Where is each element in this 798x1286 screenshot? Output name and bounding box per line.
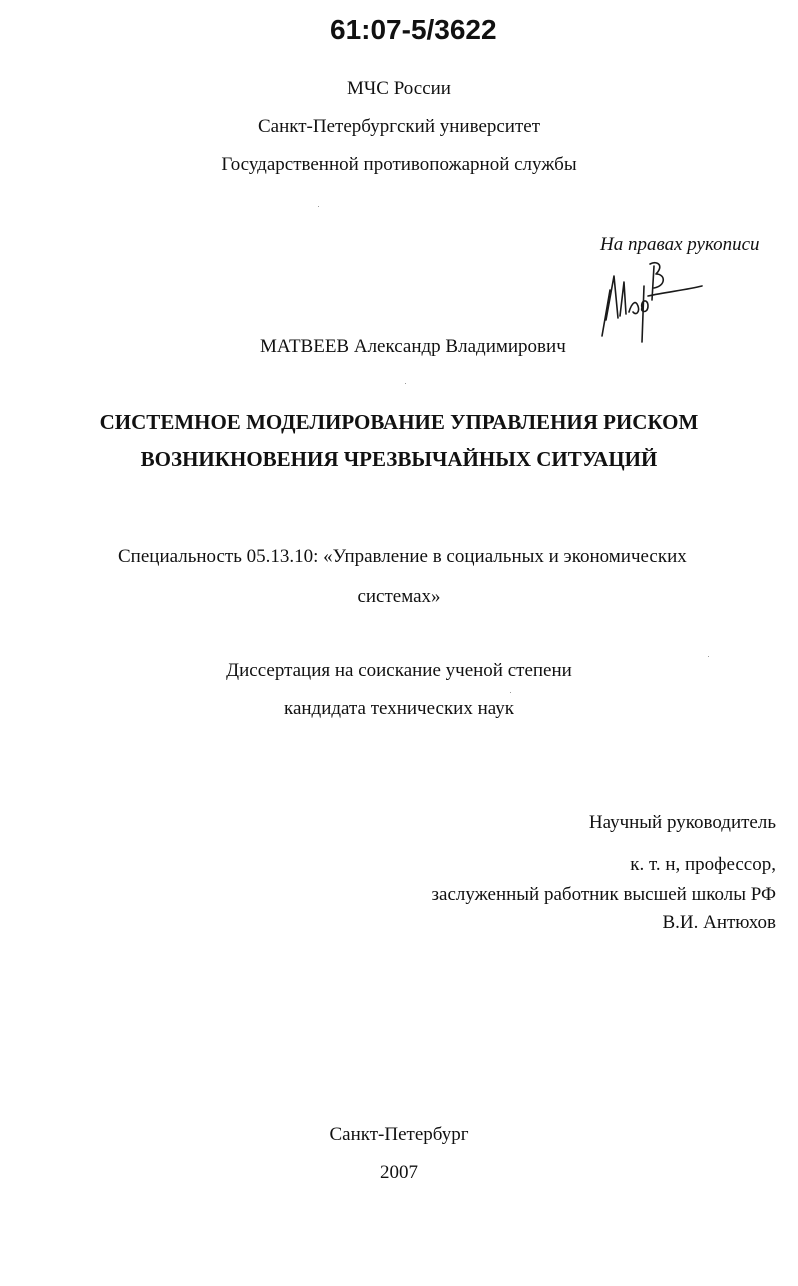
scan-speck <box>708 656 709 657</box>
place-of-publication: Санкт-Петербург <box>329 1124 469 1145</box>
organization-service: Государственной противопожарной службы <box>221 154 577 175</box>
degree-statement-line-1: Диссертация на соискание ученой степени <box>226 660 572 681</box>
publication-year: 2007 <box>380 1162 418 1183</box>
scan-speck <box>405 383 406 384</box>
supervisor-heading: Научный руководитель <box>588 812 776 833</box>
supervisor-degree: к. т. н, профессор, <box>630 854 776 875</box>
author-name: МАТВЕЕВ Александр Владимирович <box>260 336 566 357</box>
dissertation-title-line-1: СИСТЕМНОЕ МОДЕЛИРОВАНИЕ УПРАВЛЕНИЯ РИСКОМ <box>99 410 699 434</box>
supervisor-honor: заслуженный работник высшей школы РФ <box>431 884 776 905</box>
scan-speck <box>510 692 511 693</box>
degree-statement-line-2: кандидата технических наук <box>284 698 514 719</box>
scan-speck <box>318 206 319 207</box>
organization-university: Санкт-Петербургский университет <box>257 116 541 137</box>
rights-notice: На правах рукописи <box>600 234 760 255</box>
handwritten-signature <box>596 256 706 348</box>
specialty-line-2: системах» <box>357 586 441 607</box>
supervisor-name: В.И. Антюхов <box>662 912 776 933</box>
catalog-number: 61:07-5/3622 <box>330 14 497 45</box>
specialty-line-1: Специальность 05.13.10: «Управление в социальных и экономических <box>118 546 687 567</box>
dissertation-title-line-2: ВОЗНИКНОВЕНИЯ ЧРЕЗВЫЧАЙНЫХ СИТУАЦИЙ <box>140 447 658 471</box>
organization-ministry: МЧС России <box>347 78 451 99</box>
